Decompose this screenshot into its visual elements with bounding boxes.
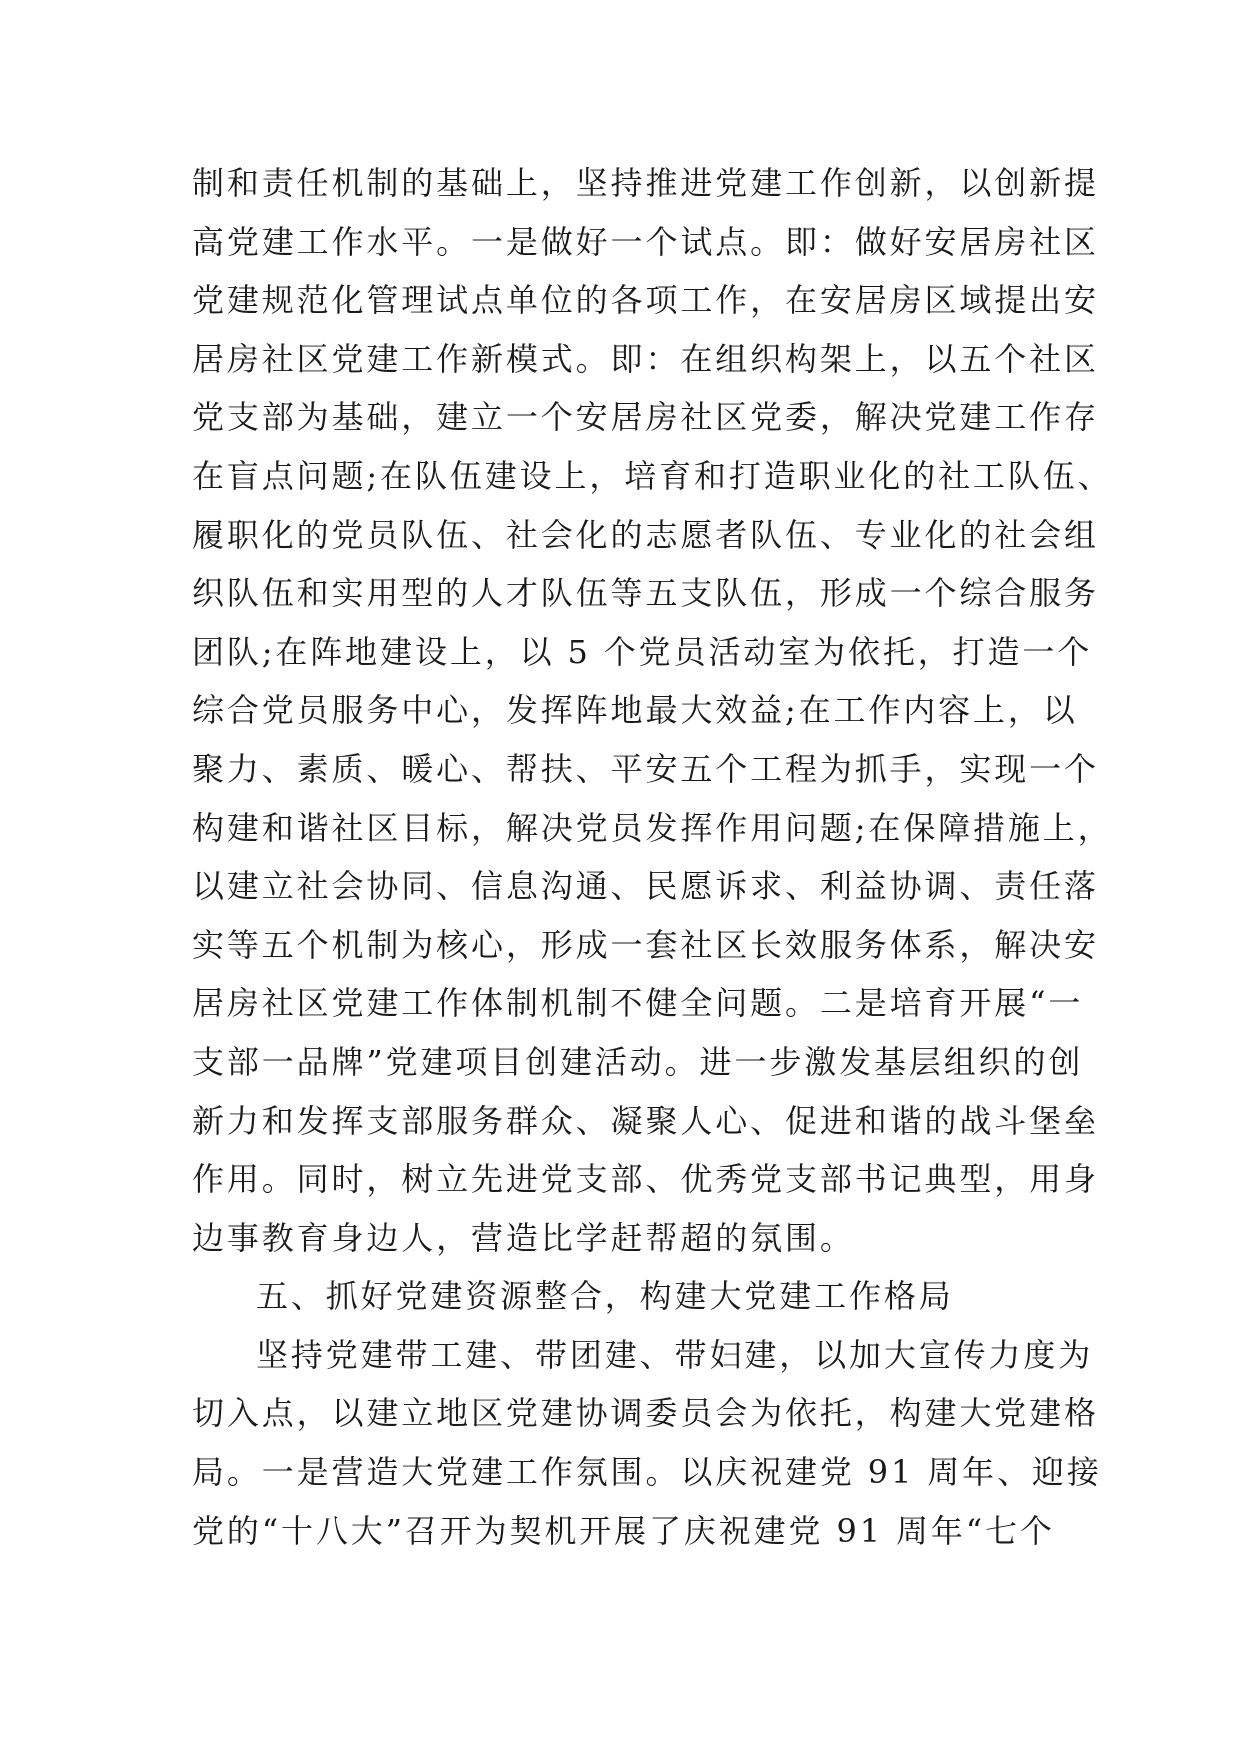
body-text-line: 聚力、素质、暖心、帮扶、平安五个工程为抓手，实现一个: [192, 749, 1099, 788]
body-text-line: 切入点，以建立地区党建协调委员会为依托，构建大党建格: [192, 1394, 1099, 1433]
body-text-line: 居房社区党建工作新模式。即：在组织构架上，以五个社区: [192, 339, 1099, 378]
body-text-line: 居房社区党建工作体制机制不健全问题。二是培育开展“一: [192, 984, 1084, 1023]
body-text-line: 边事教育身边人，营造比学赶帮超的氛围。: [192, 1218, 855, 1257]
body-text-line: 实等五个机制为核心，形成一套社区长效服务体系，解决安: [192, 925, 1099, 964]
body-text-line: 高党建工作水平。一是做好一个试点。即：做好安居房社区: [192, 222, 1099, 261]
document-page: [192, 154, 1113, 1560]
body-text-line: 制和责任机制的基础上，坚持推进党建工作创新，以创新提: [192, 164, 1099, 202]
body-text-line: 履职化的党员队伍、社会化的志愿者队伍、专业化的社会组: [192, 515, 1099, 554]
body-text-line: 在盲点问题;在队伍建设上，培育和打造职业化的社工队伍、: [192, 456, 1113, 495]
body-text-line: 局。一是营造大党建工作氛围。以庆祝建党 91 周年、迎接: [192, 1453, 1102, 1492]
body-text-line: 新力和发挥支部服务群众、凝聚人心、促进和谐的战斗堡垒: [192, 1101, 1099, 1140]
body-text-line: 织队伍和实用型的人才队伍等五支队伍，形成一个综合服务: [192, 574, 1099, 613]
body-text-line: 作用。同时，树立先进党支部、优秀党支部书记典型，用身: [192, 1160, 1099, 1199]
body-text-line: 支部一品牌”党建项目创建活动。进一步激发基层组织的创: [192, 1042, 1084, 1081]
body-text-line: 构建和谐社区目标，解决党员发挥作用问题;在保障措施上，: [192, 808, 1113, 847]
section-heading: 五、抓好党建资源整合，构建大党建工作格局: [256, 1277, 954, 1316]
body-text-line: 以建立社会协同、信息沟通、民愿诉求、利益协调、责任落: [192, 867, 1099, 906]
body-text-line: 党建规范化管理试点单位的各项工作，在安居房区域提出安: [192, 281, 1099, 320]
body-text-line: 坚持党建带工建、带团建、带妇建，以加大宣传力度为: [256, 1335, 1094, 1374]
body-text-line: 团队;在阵地建设上，以 5 个党员活动室为依托，打造一个: [192, 632, 1093, 671]
body-text-line: 综合党员服务中心，发挥阵地最大效益;在工作内容上，以: [192, 691, 1078, 730]
body-text-line: 党支部为基础，建立一个安居房社区党委，解决党建工作存: [192, 398, 1099, 437]
body-text-line: 党的“十八大”召开为契机开展了庆祝建党 91 周年“七个: [192, 1511, 1055, 1550]
